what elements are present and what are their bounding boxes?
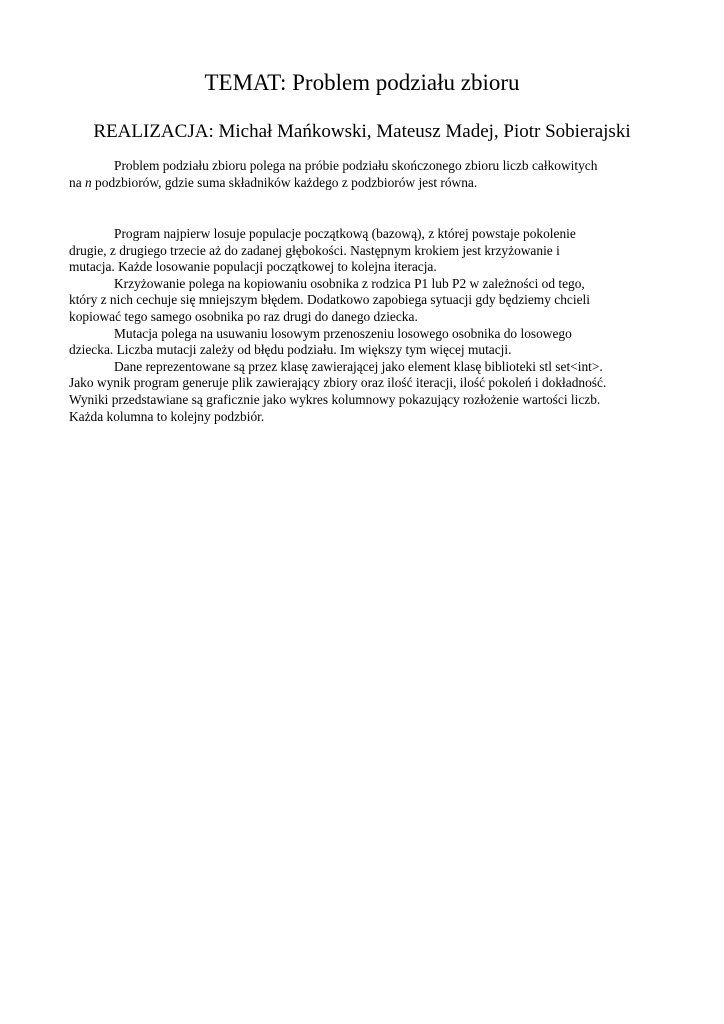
- document-title: TEMAT: Problem podziału zbioru: [204, 70, 520, 95]
- paragraph-data: [69, 359, 657, 425]
- paragraph-line: dziecka. Liczba mutacji zależy od błędu podziału. Im większy tym więcej mutacji.: [69, 342, 512, 358]
- intro-paragraph: [69, 158, 657, 191]
- paragraph-line: kopiować tego samego osobnika po raz drugi do danego dziecka.: [69, 308, 418, 324]
- paragraph-line: Dane reprezentowane są przez klasę zawierającej jako element klasę biblioteki stl set<int>.: [114, 358, 603, 374]
- paragraph-line: drugie, z drugiego trzecie aż do zadanej głębokości. Następnym krokiem jest krzyżowanie i: [69, 242, 560, 258]
- paragraph-crossover: [69, 276, 657, 326]
- intro-line-2: [69, 175, 657, 192]
- paragraph-mutation: [69, 326, 657, 359]
- main-text: [69, 226, 657, 425]
- intro-line-2-after: podzbiorów, gdzie suma składników każdego z podzbiorów jest równa.: [91, 174, 478, 190]
- paragraph-line: Jako wynik program generuje plik zawierający zbiory oraz ilość iteracji, ilość pokoleń i dokładność.: [69, 375, 607, 391]
- paragraph-program: [69, 226, 657, 276]
- paragraph-line: mutacja. Każde losowanie populacji początkowej to kolejna iteracja.: [69, 259, 437, 275]
- paragraph-line: który z nich cechuje się mniejszym błędem. Dodatkowo zapobiega sytuacji gdy będziemy chcieli: [69, 292, 590, 308]
- document-authors: REALIZACJA: Michał Mańkowski, Mateusz Madej, Piotr Sobierajski: [93, 121, 631, 142]
- paragraph-line: Każda kolumna to kolejny podzbiór.: [69, 408, 265, 424]
- intro-line-1: Problem podziału zbioru polega na próbie podziału skończonego zbioru liczb całkowitych: [114, 158, 598, 173]
- intro-variable-n: n: [85, 174, 92, 190]
- intro-line-2-before: na: [69, 174, 85, 190]
- paragraph-line: Program najpierw losuje populacje początkową (bazową), z której powstaje pokolenie: [114, 226, 576, 241]
- paragraph-line: Wyniki przedstawiane są graficznie jako wykres kolumnowy pokazujący rozłożenie wartości liczb.: [69, 391, 601, 407]
- paragraph-line: Mutacja polega na usuwaniu losowym przenoszeniu losowego osobnika do losowego: [114, 325, 572, 341]
- paragraph-line: Krzyżowanie polega na kopiowaniu osobnika z rodzica P1 lub P2 w zależności od tego,: [114, 275, 585, 291]
